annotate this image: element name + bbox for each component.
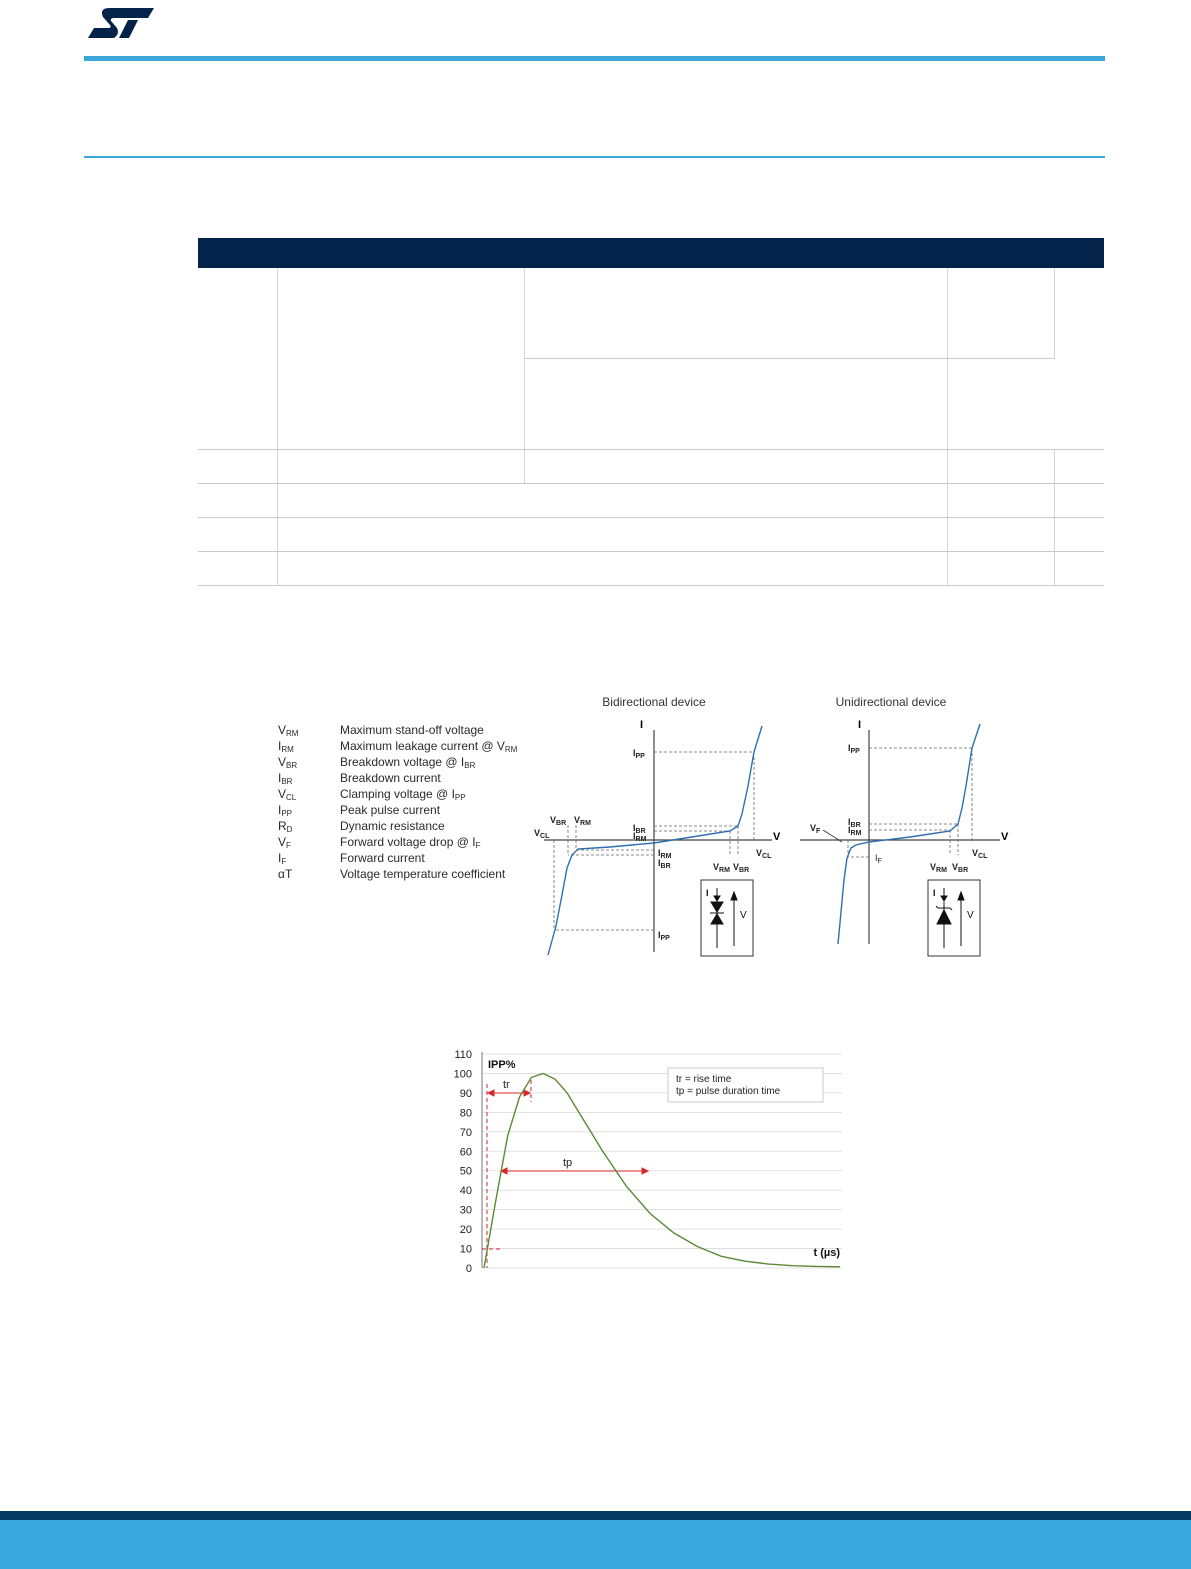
bi-axis-v-label: V bbox=[773, 831, 781, 843]
table-header-row bbox=[198, 238, 1104, 268]
bidirectional-title: Bidirectional device bbox=[602, 695, 706, 709]
svg-text:IRM: $I_{RM}$ bbox=[658, 848, 672, 860]
legend-symbol: $V_{BR}$ bbox=[278, 755, 298, 770]
legend-description: Peak pulse current bbox=[340, 803, 441, 817]
table-row bbox=[198, 484, 1104, 518]
st-logo bbox=[84, 0, 158, 40]
legend-row bbox=[278, 802, 538, 818]
y-tick-label: 60 bbox=[459, 1146, 472, 1159]
y-tick-label: 10 bbox=[459, 1243, 472, 1256]
table-row bbox=[198, 552, 1104, 586]
legend-description: Dynamic resistance bbox=[340, 819, 445, 833]
legend-symbol: $I_F$ bbox=[278, 851, 287, 866]
legend-row bbox=[278, 722, 538, 738]
legend-description: Breakdown voltage @ $I_{BR}$ bbox=[340, 755, 476, 770]
legend-symbol: $I_{RM}$ bbox=[278, 739, 294, 754]
legend-tp: tp = pulse duration time bbox=[676, 1086, 781, 1097]
uni-axis-i-label: I bbox=[858, 719, 862, 731]
legend-symbol: $I_{BR}$ bbox=[278, 771, 293, 786]
svg-text:VBR: $V_{BR}$ bbox=[733, 862, 750, 874]
legend-symbol: $V_{RM}$ bbox=[278, 723, 299, 738]
legend-row bbox=[278, 770, 538, 786]
y-tick-label: 80 bbox=[459, 1107, 472, 1120]
unidirectional-title: Unidirectional device bbox=[835, 695, 947, 709]
y-tick-label: 0 bbox=[465, 1263, 472, 1275]
y-tick-label: 100 bbox=[453, 1068, 472, 1081]
table-row bbox=[198, 450, 1104, 484]
tr-label: tr bbox=[503, 1079, 510, 1091]
svg-text:IBR: $I_{BR}$ bbox=[848, 817, 861, 829]
bi-axis-i-label: I bbox=[640, 719, 644, 731]
legend-row bbox=[278, 866, 538, 882]
legend-description: Voltage temperature coefficient bbox=[340, 867, 506, 881]
legend-tr: tr = rise time bbox=[676, 1074, 732, 1085]
svg-text:IRM: $I_{RM}$ bbox=[848, 825, 862, 837]
legend-row bbox=[278, 834, 538, 850]
legend-symbol: $R_D$ bbox=[278, 819, 293, 834]
svg-text:VCL: $V_{CL}$ bbox=[534, 828, 550, 840]
x-axis-label: t (µs) bbox=[813, 1247, 840, 1259]
svg-text:I: I bbox=[933, 888, 936, 898]
y-tick-label: 90 bbox=[459, 1087, 472, 1100]
y-tick-label: 70 bbox=[459, 1126, 472, 1139]
legend-symbol: $V_{CL}$ bbox=[278, 787, 297, 802]
y-tick-label: 20 bbox=[459, 1224, 472, 1237]
legend-row bbox=[278, 738, 538, 754]
legend-description: Maximum stand-off voltage bbox=[340, 723, 484, 737]
legend-description: Forward current bbox=[340, 851, 425, 865]
svg-text:VRM: $V_{RM}$ bbox=[574, 815, 591, 827]
legend-symbol: $I_{PP}$ bbox=[278, 803, 293, 818]
legend-description: Maximum leakage current @ $V_{RM}$ bbox=[340, 739, 518, 754]
characteristics-table bbox=[198, 238, 1104, 586]
y-tick-label: 110 bbox=[454, 1049, 472, 1061]
y-axis-label: IPP% bbox=[488, 1059, 516, 1071]
legend-description: Forward voltage drop @ $I_F$ bbox=[340, 835, 481, 850]
uni-guide-lines bbox=[848, 748, 972, 857]
y-tick-label: 50 bbox=[459, 1165, 472, 1178]
y-tick-label: 30 bbox=[459, 1204, 472, 1217]
legend-row bbox=[278, 754, 538, 770]
svg-text:VCL: $V_{CL}$ bbox=[756, 848, 772, 860]
svg-text:IPP: $I_{PP}$ bbox=[848, 743, 860, 755]
svg-text:VCL: $V_{CL}$ bbox=[972, 848, 988, 860]
timing-annotations bbox=[482, 1080, 648, 1268]
y-tick-label: 40 bbox=[459, 1185, 472, 1198]
pulse-waveform-chart bbox=[440, 1042, 850, 1276]
tp-label: tp bbox=[563, 1157, 573, 1169]
svg-text:IF: $I_F$ bbox=[875, 853, 882, 865]
svg-text:VBR: $V_{BR}$ bbox=[550, 815, 567, 827]
svg-text:I: I bbox=[706, 888, 709, 898]
legend-description: Breakdown current bbox=[340, 771, 441, 785]
svg-text:IRM: $I_{RM}$ bbox=[633, 831, 647, 843]
parameter-legend bbox=[278, 722, 538, 882]
legend-row bbox=[278, 818, 538, 834]
svg-text:VBR: $V_{BR}$ bbox=[952, 862, 969, 874]
legend-row bbox=[278, 850, 538, 866]
svg-text:IPP: $I_{PP}$ bbox=[633, 748, 645, 760]
svg-text:IBR: $I_{BR}$ bbox=[633, 823, 646, 835]
legend-row bbox=[278, 786, 538, 802]
footer-line bbox=[0, 1511, 1191, 1520]
svg-text:VRM: $V_{RM}$ bbox=[713, 862, 730, 874]
svg-text:V: V bbox=[740, 910, 747, 921]
y-tick-labels bbox=[454, 1049, 472, 1275]
svg-text:IPP: $I_{PP}$ bbox=[658, 930, 670, 942]
svg-text:VRM: $V_{RM}$ bbox=[930, 862, 947, 874]
legend-symbol: $V_F$ bbox=[278, 835, 291, 850]
uni-axis-v-label: V bbox=[1001, 831, 1009, 843]
table-row bbox=[198, 518, 1104, 552]
svg-text:IBR: $I_{BR}$ bbox=[658, 858, 671, 870]
svg-text:VF: $V_F$ bbox=[810, 823, 821, 835]
header-rule bbox=[84, 56, 1105, 61]
svg-text:V: V bbox=[967, 910, 974, 921]
legend-symbol: αT bbox=[278, 867, 293, 881]
table-row bbox=[198, 268, 1104, 359]
section-rule bbox=[84, 156, 1105, 158]
iv-characteristics-diagram bbox=[530, 690, 1020, 960]
legend-description: Clamping voltage @ $I_{PP}$ bbox=[340, 787, 466, 802]
